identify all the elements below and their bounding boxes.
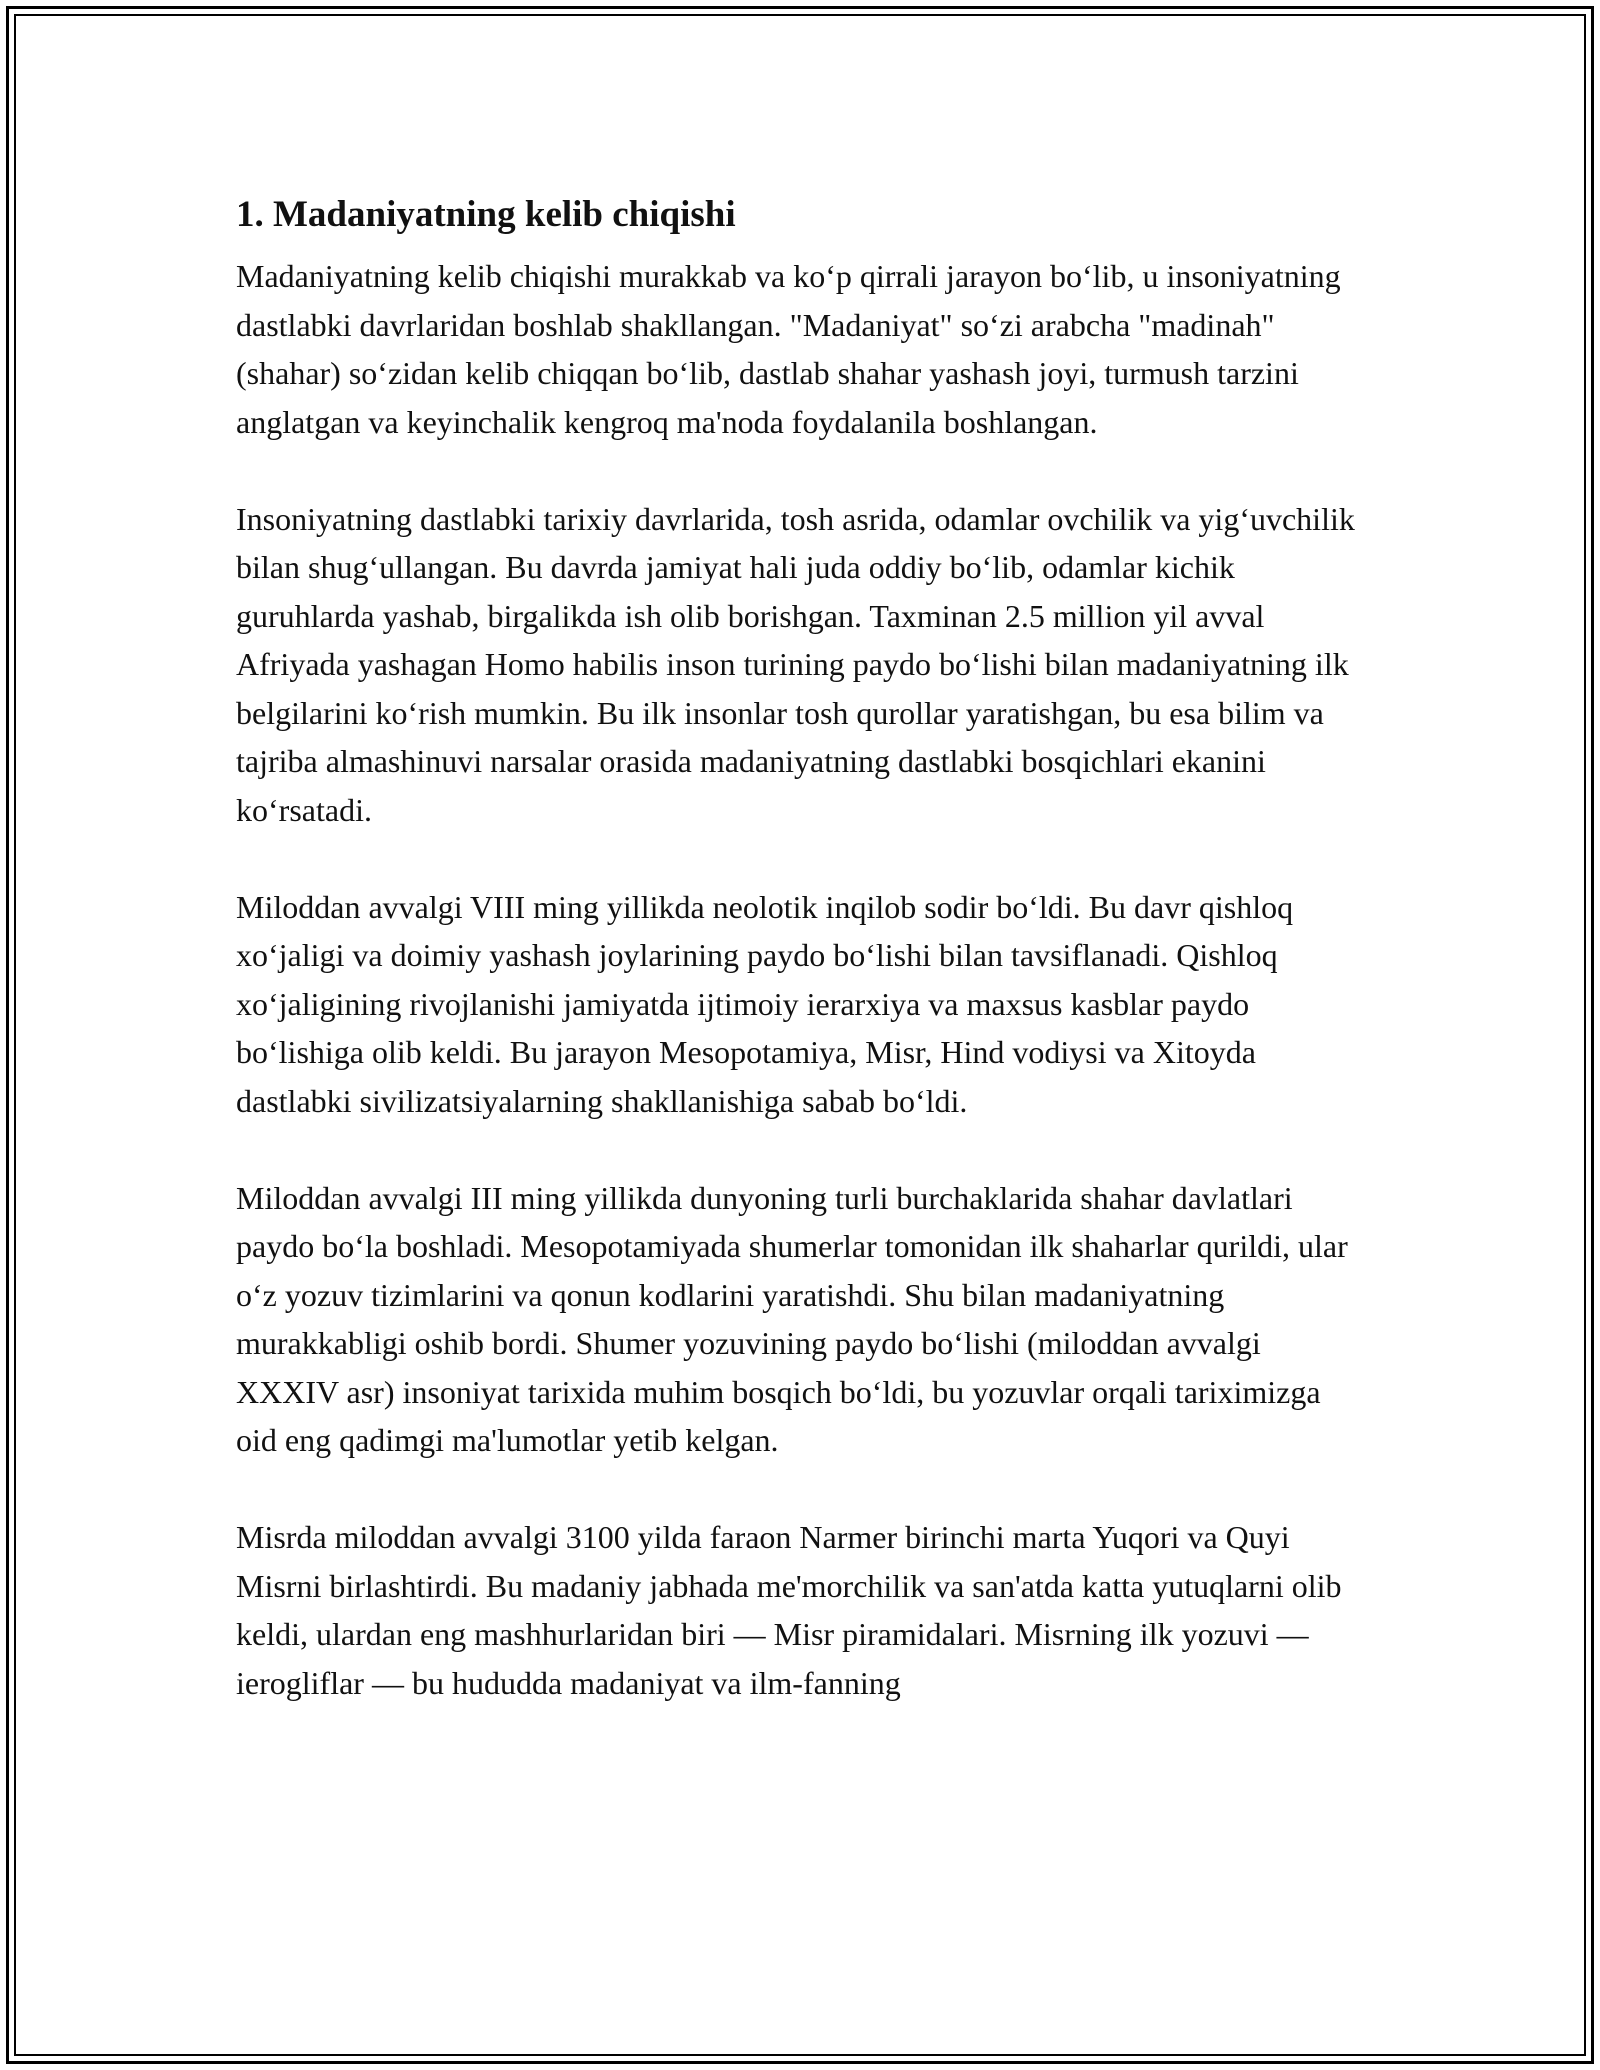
paragraph-neolithic: Miloddan avvalgi VIII ming yillikda neolotik inqilob sodir bo‘ldi. Bu davr qishloq xo‘jaligi va doimiy yashash joylarining paydo bo‘lishi bilan tavsiflanadi. Qishloq xo‘jaligining rivojlanishi jamiyatda ijtimoiy ierarxiya va maxsus kasblar paydo bo‘lishiga olib keldi. Bu jarayon Mesopotamiya, Misr, Hind vodiysi va Xitoyda dastlabki sivilizatsiyalarning shakllanishiga sabab bo‘ldi. (236, 888, 1294, 1119)
section-heading: 1. Madaniyatning kelib chiqishi (236, 194, 736, 235)
document-body (236, 186, 1364, 1707)
paragraph-stone-age: Insoniyatning dastlabki tarixiy davrlarida, tosh asrida, odamlar ovchilik va yig‘uvchilik bilan shug‘ullangan. Bu davrda jamiyat hali juda oddiy bo‘lib, odamlar kichik guruhlarda yashab, birgalikda ish olib borishgan. Taxminan 2.5 million yil avval Afriyada yashagan Homo habilis inson turining paydo bo‘lishi bilan madaniyatning ilk belgilarini ko‘rish mumkin. Bu ilk insonlar tosh qurollar yaratishgan, bu esa bilim va tajriba almashinuvi narsalar orasida madaniyatning dastlabki bosqichlari ekanini ko‘rsatadi. (236, 500, 1355, 828)
paragraph-city-states: Miloddan avvalgi III ming yillikda dunyoning turli burchaklarida shahar davlatlari paydo bo‘la boshladi. Mesopotamiyada shumerlar tomonidan ilk shaharlar qurildi, ular o‘z yozuv tizimlarini va qonun kodlarini yaratishdi. Shu bilan madaniyatning murakkabligi oshib bordi. Shumer yozuvining paydo bo‘lishi (miloddan avvalgi XXXIV asr) insoniyat tarixida muhim bosqich bo‘ldi, bu yozuvlar orqali tariximizga oid eng qadimgi ma'lumotlar yetib kelgan. (236, 1179, 1348, 1458)
paragraph-origin-of-word: Madaniyatning kelib chiqishi murakkab va ko‘p qirrali jarayon bo‘lib, u insoniyatning dastlabki davrlaridan boshlab shakllangan. "Madaniyat" so‘zi arabcha "madinah" (shahar) so‘zidan kelib chiqqan bo‘lib, dastlab shahar yashash joyi, turmush tarzini anglatgan va keyinchalik kengroq ma'noda foydalanila boshlangan. (236, 258, 1341, 440)
paragraph-egypt: Misrda miloddan avvalgi 3100 yilda faraon Narmer birinchi marta Yuqori va Quyi Misrni birlashtirdi. Bu madaniy jabhada me'morchilik va san'atda katta yutuqlarni olib keldi, ulardan eng mashhurlaridan biri — Misr piramidalari. Misrning ilk yozuvi — ierogliflar — bu hududda madaniyat va ilm-fanning (236, 1519, 1342, 1701)
